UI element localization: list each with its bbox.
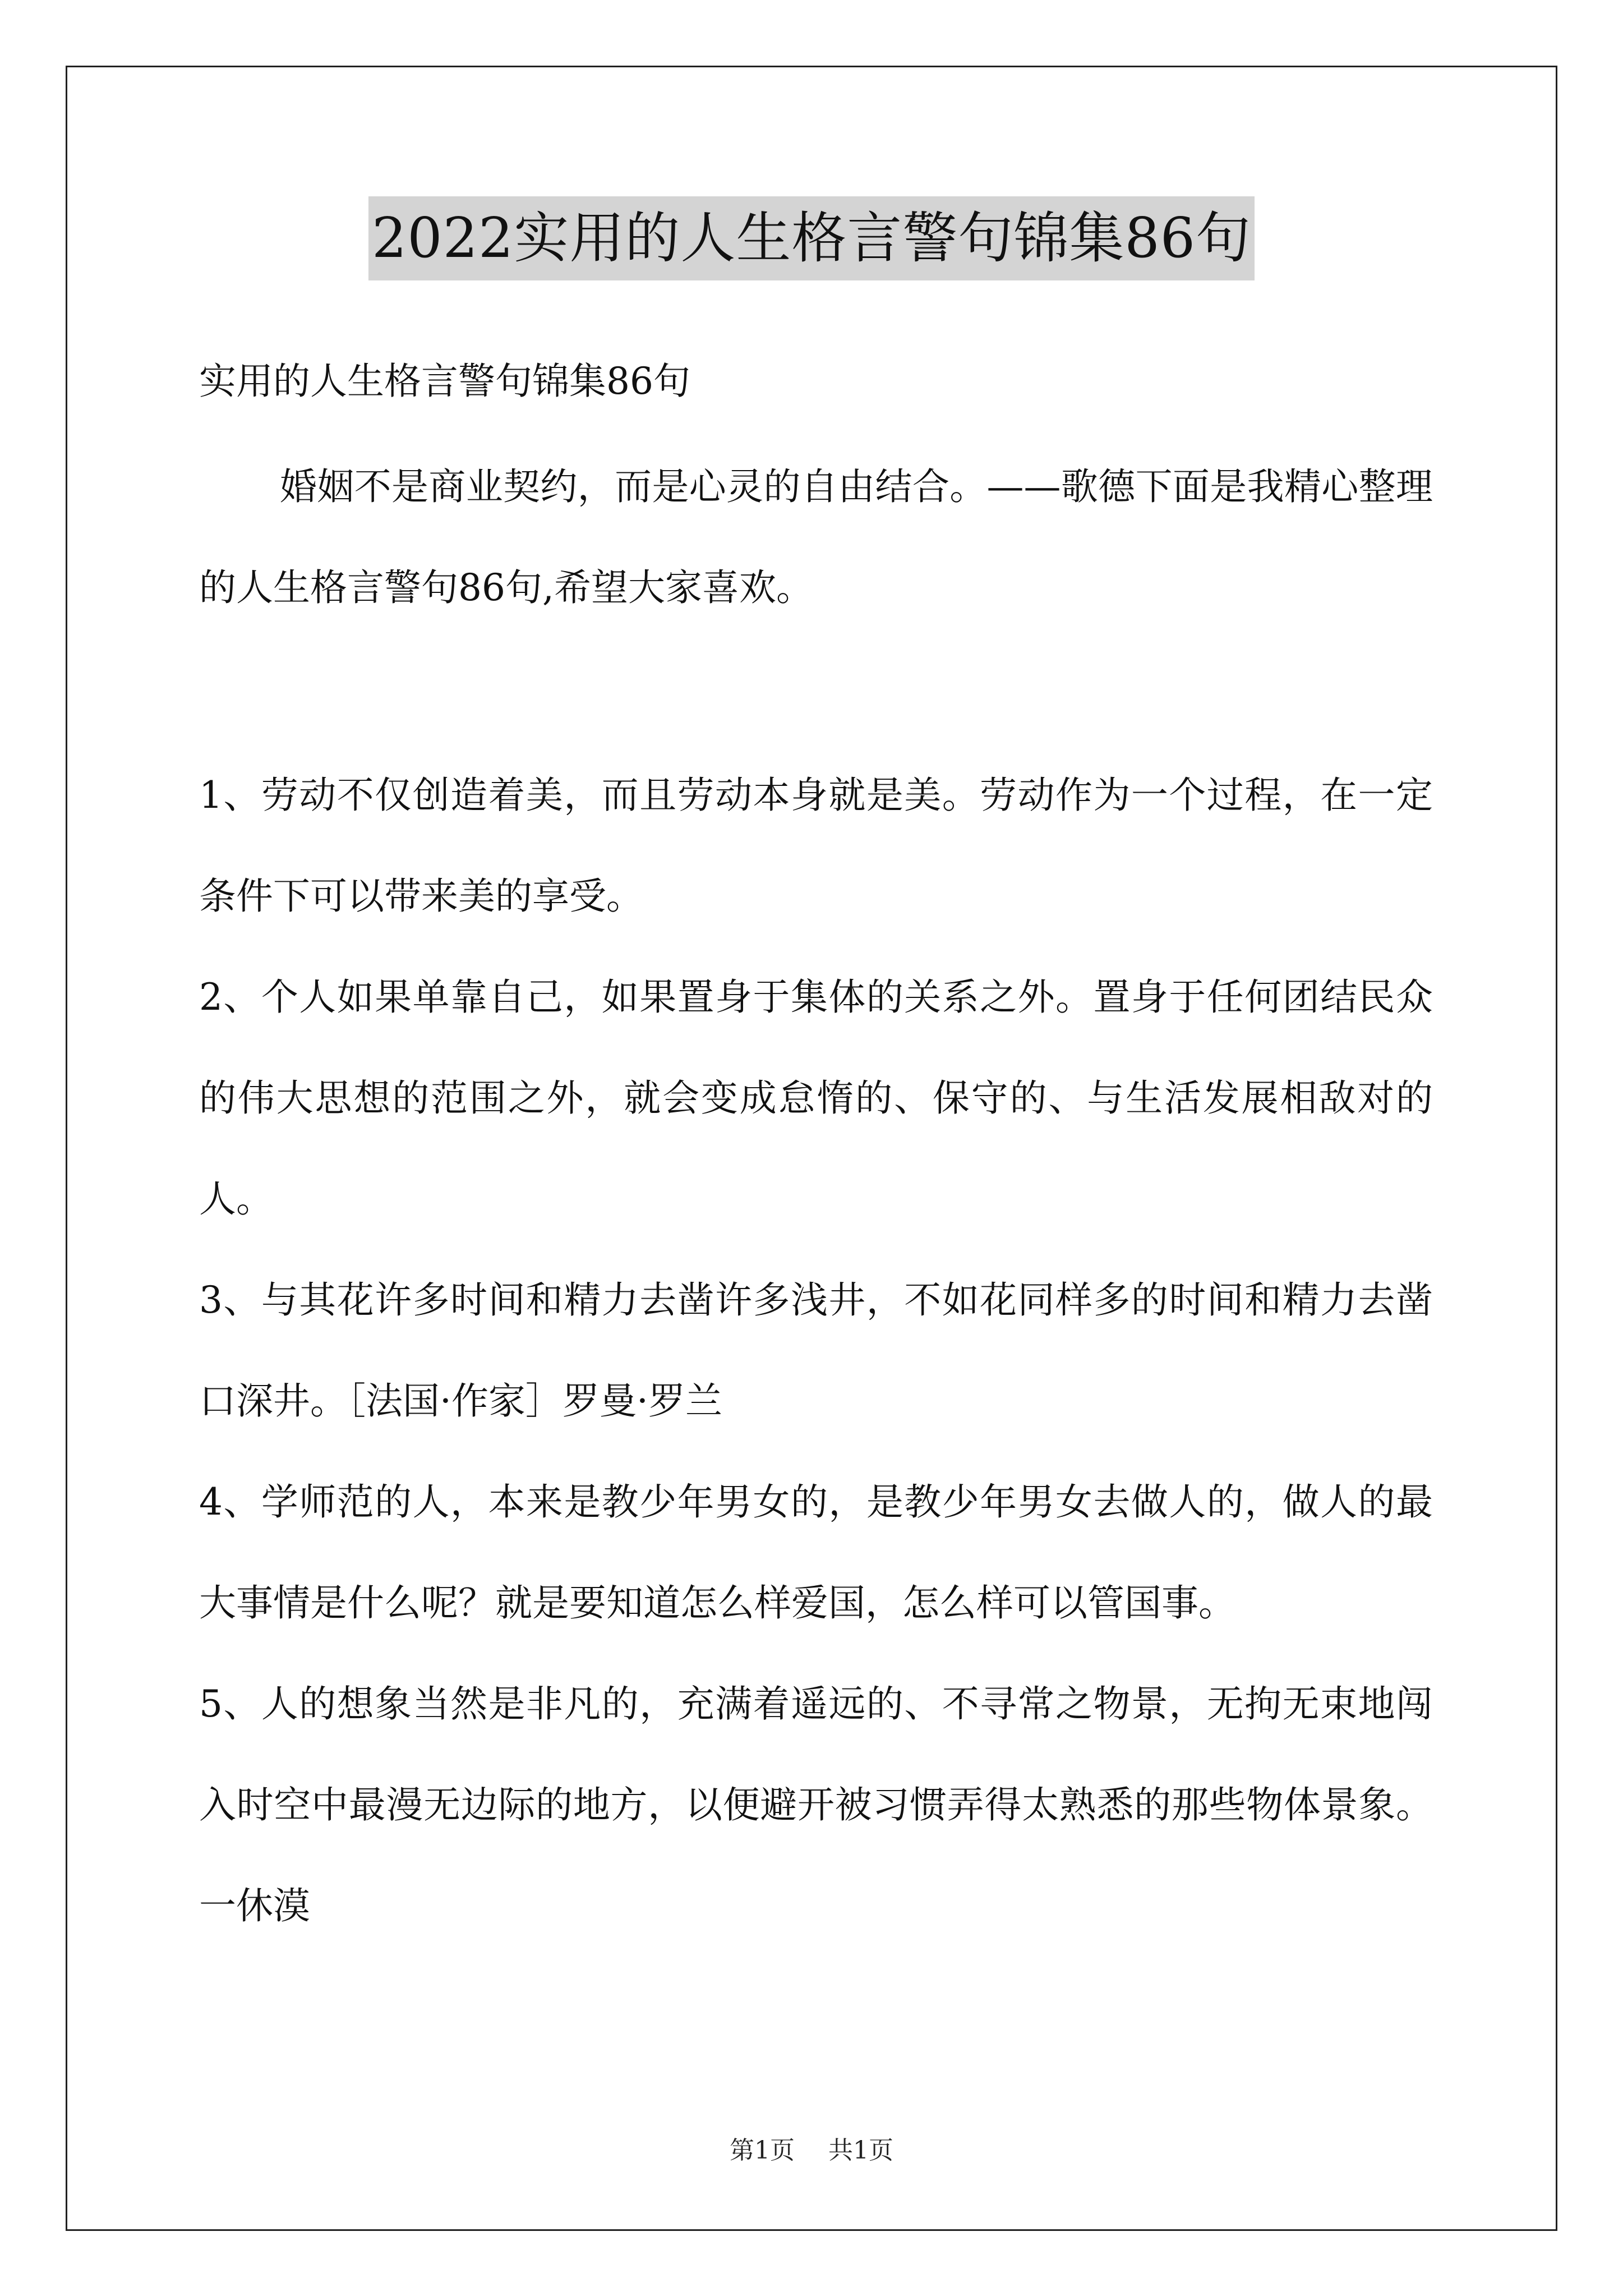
quote-item-5: 5、人的想象当然是非凡的，充满着遥远的、不寻常之物景，无拘无束地闯入时空中最漫无边际的地方，以便避开被习惯弄得太熟悉的那些物体景象。一休漠 [199,1682,1433,1927]
section-spacer [199,638,1433,745]
intro-paragraph: 婚姻不是商业契约，而是心灵的自由结合。——歌德下面是我精心整理的人生格言警句86句,希望大家喜欢。 [199,465,1433,609]
page-footer [0,2134,1623,2168]
page-number: 第1页 [730,2136,795,2165]
document-subtitle: 实用的人生格言警句锦集86句 [199,360,690,403]
document-body [199,348,1433,1957]
quote-item-4: 4、学师范的人，本来是教少年男女的，是教少年男女去做人的，做人的最大事情是什么呢？就是要知道怎么样爱国，怎么样可以管国事。 [199,1480,1433,1625]
document-title: 2022实用的人生格言警句锦集86句 [368,196,1255,280]
title-wrap [0,196,1623,280]
quote-item-2: 2、个人如果单靠自己，如果置身于集体的关系之外。置身于任何团结民众的伟大思想的范围之外，就会变成怠惰的、保守的、与生活发展相敌对的人。 [199,976,1433,1221]
quote-item-3: 3、与其花许多时间和精力去凿许多浅井，不如花同样多的时间和精力去凿口深井。［法国·作家］罗曼·罗兰 [199,1278,1433,1423]
page-total: 共1页 [828,2136,893,2165]
quote-item-1: 1、劳动不仅创造着美，而且劳动本身就是美。劳动作为一个过程，在一定条件下可以带来美的享受。 [199,774,1433,918]
